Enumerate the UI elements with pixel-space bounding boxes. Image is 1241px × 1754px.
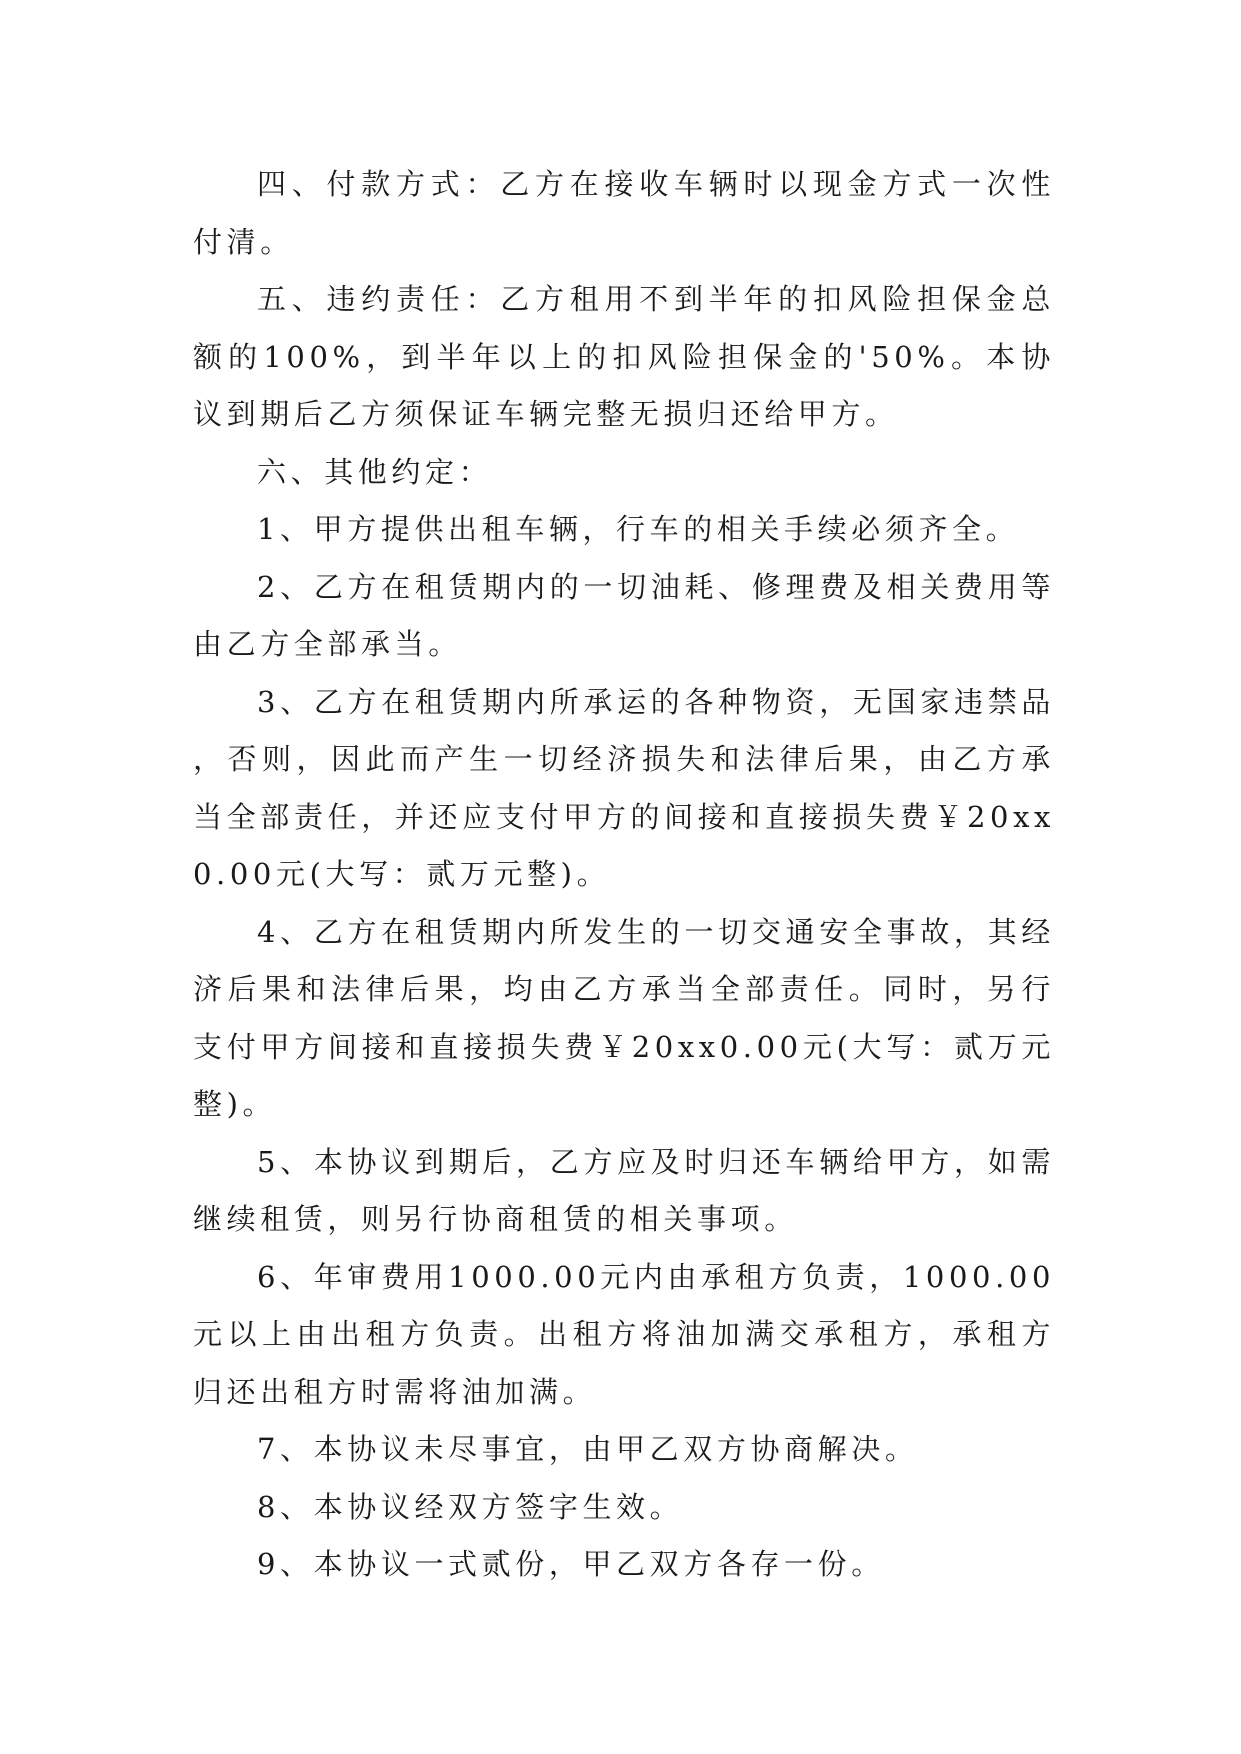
document-body — [193, 156, 1055, 1594]
clause-item-7: 7、本协议未尽事宜，由甲乙双方协商解决。 — [257, 1432, 919, 1466]
clause-item-1: 1、甲方提供出租车辆，行车的相关手续必须齐全。 — [257, 512, 1020, 546]
clause-item-2: 2、乙方在租赁期内的一切油耗、修理费及相关费用等由乙方全部承当。 — [193, 569, 1055, 661]
clause-item-5: 5、本协议到期后，乙方应及时归还车辆给甲方，如需继续租赁，则另行协商租赁的相关事项。 — [193, 1144, 1055, 1236]
clause-item-4: 4、乙方在租赁期内所发生的一切交通安全事故，其经济后果和法律后果，均由乙方承当全部责任。同时，另行支付甲方间接和直接损失费￥20xx0.00元(大写：贰万元整)。 — [193, 914, 1055, 1121]
clause-item-3: 3、乙方在租赁期内所承运的各种物资，无国家违禁品，否则，因此而产生一切经济损失和法律后果，由乙方承当全部责任，并还应支付甲方的间接和直接损失费￥20xx0.00元(大写：贰万元整)。 — [193, 684, 1055, 891]
clause-item-8: 8、本协议经双方签字生效。 — [257, 1489, 684, 1524]
clause-item-9: 9、本协议一式贰份，甲乙双方各存一份。 — [257, 1547, 885, 1581]
clause-payment-method: 四、付款方式：乙方在接收车辆时以现金方式一次性付清。 — [193, 167, 1055, 259]
clause-breach-liability: 五、违约责任：乙方租用不到半年的扣风险担保金总额的100%，到半年以上的扣风险担保金的'50%。本协议到期后乙方须保证车辆完整无损归还给甲方。 — [193, 282, 1055, 431]
clause-item-6: 6、年审费用1000.00元内由承租方负责，1000.00元以上由出租方负责。出租方将油加满交承租方，承租方归还出租方时需将油加满。 — [193, 1259, 1055, 1409]
clause-other-agreements-heading: 六、其他约定： — [257, 454, 493, 489]
